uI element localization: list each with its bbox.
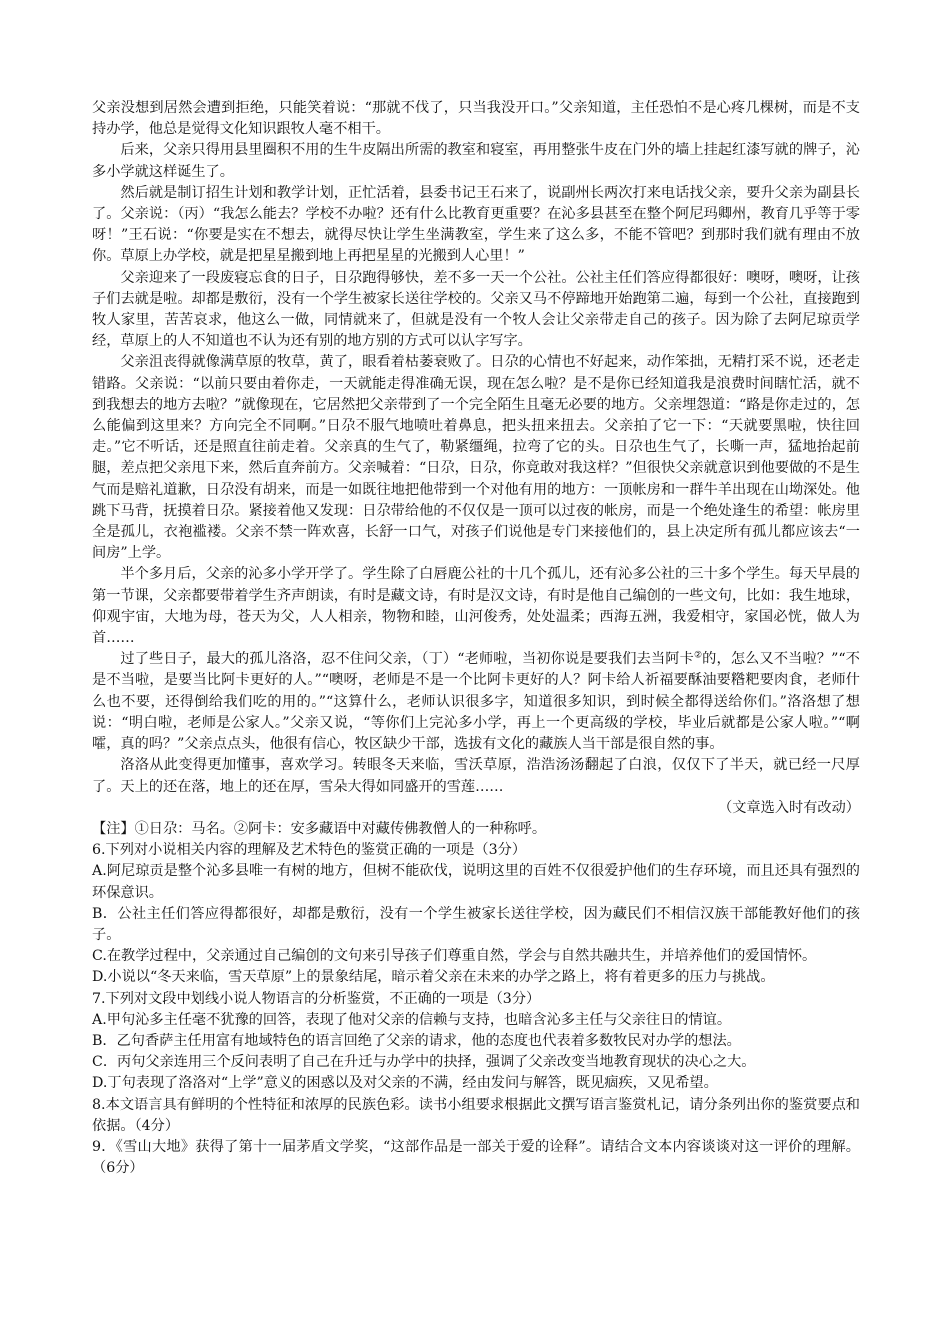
paragraph-7-text-a: 过了些日子，最大的孤儿洛洛，忍不住问父亲，（丁）“老师啦，当初你说是要我们去当阿卡 (120, 651, 694, 668)
story-paragraph-7 (92, 649, 860, 755)
story-paragraph-8: 洛洛从此变得更加懂事，喜欢学习。转眼冬天来临，雪沃草原，浩浩汤汤翻起了白浪，仅仅下了半天，就已经一尺厚了。天上的还在落，地上的还在厚，雪朵大得如同盛开的雪莲…… (92, 757, 860, 795)
question-6-option-c: C.在教学过程中，父亲通过自己编创的文句来引导孩子们尊重自然，学会与自然共融共生，并培养他们的爱国情怀。 (92, 948, 817, 965)
story-paragraph-3: 然后就是制订招生计划和教学计划，正忙活着，县委书记王石来了，说副州长两次打来电话找父亲，要升父亲为副县长了。父亲说：（丙）“我怎么能去？学校不办啦？还有什么比教育更重要？在沁多县甚至在整个阿尼玛卿州，教育几乎等于零呀！”王石说：“你要是实在不想去，就得尽快让学生坐满教室，学生来了这么多，不能不管吧？到那时我们就有理由不放你。草原上办学校，就是把星星搬到地上再把星星的光搬到人心里！” (92, 184, 860, 265)
question-6-option-d: D.小说以“冬天来临，雪天草原”上的景象结尾，暗示着父亲在未来的办学之路上，将有着更多的压力与挑战。 (92, 969, 775, 986)
question-7-option-d: D.丁句表现了洛洛对“上学”意义的困惑以及对父亲的不满，经由发问与解答，既见痼疾，又见希望。 (92, 1075, 718, 1092)
footnote-marker: ② (693, 650, 703, 661)
question-9-stem: 9．《雪山大地》获得了第十一届茅盾文学奖，“这部作品是一部关于爱的诠释”。请结合文本内容谈谈对这一评价的理解。（6分） (92, 1138, 860, 1177)
exam-page (92, 98, 860, 1179)
story-paragraph-5: 父亲沮丧得就像满草原的牧草，黄了，眼看着枯萎衰败了。日尕的心情也不好起来，动作笨拙，无精打采不说，还老走错路。父亲说：“以前只要由着你走，一天就能走得准确无误，现在怎么啦？是不是你已经知道我是浪费时间瞎忙活，就不到我想去的地方去啦？”就像现在，它居然把父亲带到了一个完全陌生且毫无必要的地方。父亲埋怨道：“路是你走过的，怎么能偏到这里来？方向完全不同啊。”日尕不服气地喷吐着鼻息，把头扭来扭去。父亲拍了它一下：“天就要黑啦，快往回走。”它不听话，还是照直往前走着。父亲真的生气了，勒紧缰绳，拉弯了它的头。日尕也生气了，长嘶一声，猛地抬起前腿，差点把父亲甩下来，然后直奔前方。父亲喊着：“日尕，日尕，你竟敢对我这样？”但很快父亲就意识到他要做的不是生气而是赔礼道歉，日尕没有胡来，而是一如既往地把他带到一个对他有用的地方：一顶帐房和一群牛羊出现在山坳深处。他跳下马背，抚摸着日尕。紧接着他又发现：日尕带给他的不仅仅是一顶可以过夜的帐房，而是一个绝处逢生的希望：帐房里全是孤儿，衣袍褴褛。父亲不禁一阵欢喜，长舒一口气，对孩子们说他是专门来接他们的，县上决定所有孤儿都应该去“一间房”上学。 (92, 354, 860, 562)
question-7-option-b: B．乙句香萨主任用富有地域特色的语言回绝了父亲的请求，他的态度也代表着多数牧民对办学的想法。 (92, 1032, 741, 1049)
paragraph-7-text-b: 的，怎么又不当啦？”“不是不当啦，是要当比阿卡更好的人。”“噢呀，老师是不是一个比阿卡更好的人？阿卡给人祈福要酥油要糌粑要肉食，老师什么也不要，还得倒给我们吃的用的。”“这算什么，老师认识很多字，知道很多知识，到时候全都得送给你们。”洛洛想了想说：“明白啦，老师是公家人。”父亲又说，“等你们上完沁多小学，再上一个更高级的学校，毕业后就都是公家人啦。”“啊嚯，真的吗？”父亲点点头，他很有信心，牧区缺少干部，选拔有文化的藏族人当干部是很自然的事。 (92, 651, 860, 753)
story-paragraph-4: 父亲迎来了一段废寝忘食的日子，日尕跑得够快，差不多一天一个公社。公社主任们答应得都很好：噢呀，噢呀，让孩子们去就是啦。却都是敷衍，没有一个学生被家长送往学校的。父亲又马不停蹄地开始跑第二遍，每到一个公社，直接跑到牧人家里，苦苦哀求，他这么一做，同情就来了，但就是没有一个牧人会让父亲带走自己的孩子。因为除了去阿尼琼贡学经，草原上的人不知道也不认为还有别的地方别的方式可以认字写字。 (92, 269, 860, 350)
story-paragraph-2: 后来，父亲只得用县里圈积不用的生牛皮隔出所需的教室和寝室，再用整张牛皮在门外的墙上挂起红漆写就的牌子，沁多小学就这样诞生了。 (92, 142, 860, 180)
question-7-stem: 7.下列对文段中划线小说人物语言的分析鉴赏，不正确的一项是（3分） (92, 990, 541, 1007)
story-paragraph-6: 半个多月后，父亲的沁多小学开学了。学生除了白唇鹿公社的十几个孤儿，还有沁多公社的三十多个学生。每天早晨的第一节课，父亲都要带着学生齐声朗读，有时是藏文诗，有时是汉文诗，有时是他自己编创的一些文句，比如：我生地球，仰观宇宙，大地为母，苍天为父，人人相亲，物物和睦，山河俊秀，处处温柔；西海五洲，我爱相守，家国必恍，做人为首…… (92, 566, 860, 647)
footnotes: 【注】①日尕：马名。②阿卡：安多藏语中对藏传佛教僧人的一种称呼。 (92, 820, 547, 837)
question-6-stem: 6.下列对小说相关内容的理解及艺术特色的鉴赏正确的一项是（3分） (92, 842, 527, 859)
question-6-option-a: A.阿尼琼贡是整个沁多县唯一有树的地方，但树不能砍伐，说明这里的百姓不仅很爱护他们的生存环境，而且还具有强烈的环保意识。 (92, 863, 860, 901)
story-paragraph-1: 父亲没想到居然会遭到拒绝，只能笑着说：“那就不伐了，只当我没开口。”父亲知道，主任恐怕不是心疼几棵树，而是不支持办学，他总是觉得文化知识跟牧人毫不相干。 (92, 100, 860, 138)
question-8-stem: 8.本文语言具有鲜明的个性特征和浓厚的民族色彩。读书小组要求根据此文撰写语言鉴赏札记，请分条列出你的鉴赏要点和依据。（4分） (92, 1096, 860, 1134)
question-7-option-a: A.甲句沁多主任毫不犹豫的回答，表现了他对父亲的信赖与支持，也暗含沁多主任与父亲往日的情谊。 (92, 1011, 732, 1028)
source-note: （文章选入时有改动） (718, 799, 860, 816)
question-7-option-c: C．丙句父亲连用三个反问表明了自己在升迁与办学中的抉择，强调了父亲改变当地教育现状的决心之大。 (92, 1054, 756, 1071)
question-6-option-b: B．公社主任们答应得都很好，却都是敷衍，没有一个学生被家长送往学校，因为藏民们不相信汉族干部能教好他们的孩子。 (92, 905, 860, 943)
